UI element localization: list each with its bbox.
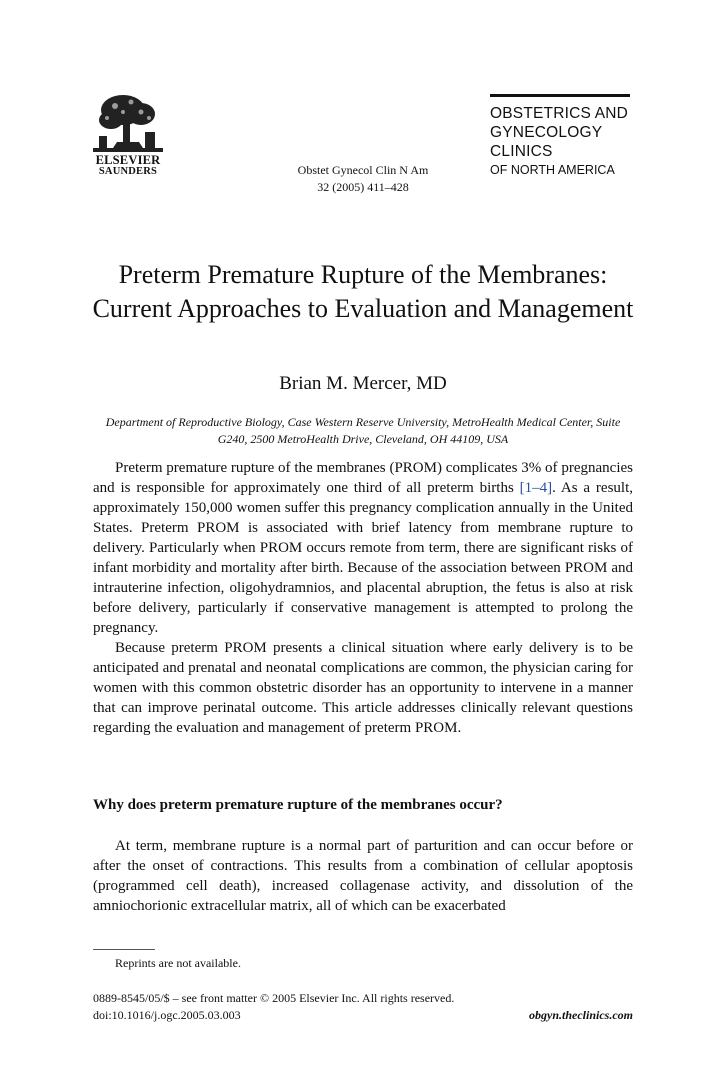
author-affiliation: Department of Reproductive Biology, Case Western Reserve University, MetroHealth Medical Center, Suite G240, 2500 MetroHealth Drive, Cleveland, OH 44109, USA	[105, 415, 621, 446]
footnote: Reprints are not available.	[115, 956, 241, 970]
journal-title-line: OF NORTH AMERICA	[490, 163, 615, 177]
publisher-name: ELSEVIER	[95, 153, 161, 167]
paragraph-text: Preterm premature rupture of the membranes (PROM) complicates 3% of pregnancies and is responsible for approximately one third of all preterm births	[93, 460, 633, 496]
body-paragraph	[93, 458, 633, 638]
journal-title-line: OBSTETRICS AND	[490, 105, 629, 122]
journal-masthead	[490, 94, 632, 179]
citation-journal: Obstet Gynecol Clin N Am	[297, 163, 429, 177]
footnote-divider	[93, 949, 155, 950]
publisher-wordmark	[93, 154, 163, 178]
article-title: Preterm Premature Rupture of the Membranes: Current Approaches to Evaluation and Management	[92, 260, 634, 323]
imprint-name: SAUNDERS	[98, 166, 158, 177]
journal-citation	[263, 162, 463, 196]
copyright-line: 0889-8545/05/$ – see front matter © 2005 Elsevier Inc. All rights reserved.	[93, 991, 455, 1005]
body-paragraph: At term, membrane rupture is a normal part of parturition and can occur before or after the onset of contractions. This results from a combination of cellular apoptosis (programmed cell death), increased collagenase activity, and dissolution of the amniochorionic extracellular matrix, all of which can be exacerbated	[93, 838, 633, 914]
journal-website[interactable]: obgyn.theclinics.com	[529, 1008, 633, 1022]
section-body	[93, 836, 633, 916]
author-name: Brian M. Mercer, MD	[279, 373, 447, 394]
citation-volume-pages: 32 (2005) 411–428	[317, 180, 409, 194]
paragraph-text: . As a result, approximately 150,000 women suffer this pregnancy complication annually in the United States. Preterm PROM is associated with brief latency from membrane rupture to delivery. Particularly when PROM occurs remote from term, there are significant risks of infant morbidity and mortality after birth. Because of the association between PROM and intrauterine infection, oligohydramnios, and placental abruption, the fetus is also at risk before delivery, particularly if conservative management is attempted to prolong the pregnancy.	[93, 480, 633, 636]
section-heading: Why does preterm premature rupture of the membranes occur?	[93, 797, 503, 813]
intro-section	[93, 458, 633, 738]
journal-title-line: CLINICS	[490, 143, 553, 160]
citation-link[interactable]: [1–4]	[519, 480, 553, 496]
doi-line: doi:10.1016/j.ogc.2005.03.003	[93, 1008, 241, 1022]
body-paragraph: Because preterm PROM presents a clinical situation where early delivery is to be anticipated and prenatal and neonatal complications are common, the physician caring for women with this common obstetric disorder has an opportunity to intervene in a manner that can improve perinatal outcome. This article addresses clinically relevant questions regarding the evaluation and management of preterm PROM.	[93, 640, 633, 736]
journal-title-line: GYNECOLOGY	[490, 124, 603, 141]
masthead-rule	[490, 94, 630, 97]
